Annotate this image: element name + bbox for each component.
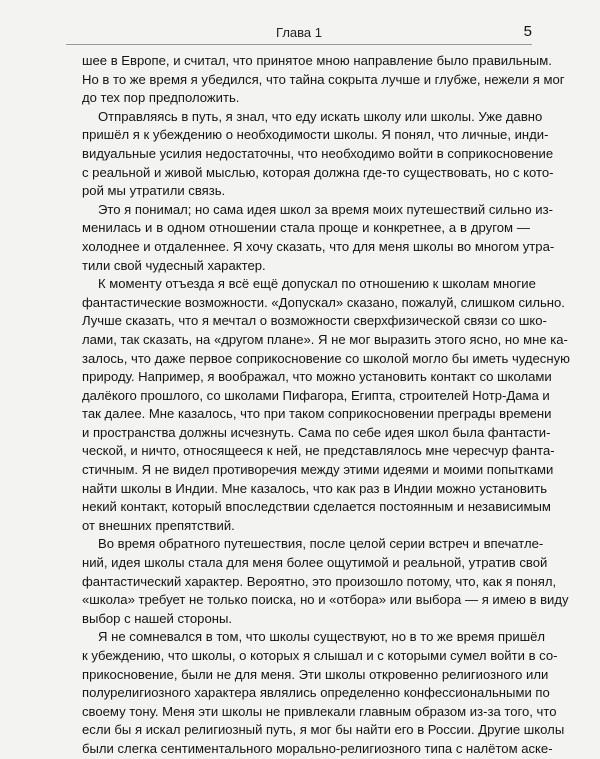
text-line: прикосновение, были не для меня. Эти школы откровенно религиозного или xyxy=(82,666,549,682)
text-line: ний, идея школы стала для меня более ощутимой и реальной, утратив свой xyxy=(82,555,548,571)
text-line: своему тону. Меня эти школы не привлекали главным образом из-за того, что xyxy=(82,703,557,719)
body-text xyxy=(82,52,570,759)
text-line: Во время обратного путешествия, после целой серии встреч и впечатле- xyxy=(98,536,544,552)
text-line: стичным. Я не видел противоречия между этими идеями и моими попытками xyxy=(82,462,554,478)
text-line: К моменту отъезда я всё ещё допускал по отношению к школам многие xyxy=(98,276,536,292)
page-number: 5 xyxy=(523,23,532,40)
text-line: Я не сомневался в том, что школы существуют, но в то же время пришёл xyxy=(98,629,546,645)
text-line: если бы я искал религиозный путь, я мог бы найти его в России. Другие школы xyxy=(82,722,565,738)
text-line: пришёл я к убеждению о необходимости школы. Я понял, что личные, инди- xyxy=(82,127,549,143)
text-line: природу. Например, я воображал, что можно установить контакт со школами xyxy=(82,369,552,385)
text-line: далёкого прошлого, со школами Пифагора, Египта, строителей Нотр-Дама и xyxy=(82,387,550,403)
text-line: и пространства должны исчезнуть. Сама по себе идея школ была фантасти- xyxy=(82,424,551,440)
paragraph xyxy=(82,52,565,108)
text-line: до тех пор предположить. xyxy=(82,90,240,106)
text-line: найти школы в Индии. Мне казалось, что как раз в Индии можно установить xyxy=(82,480,548,496)
text-line: холоднее и отдаленнее. Я хочу сказать, что для меня школы во многом утра- xyxy=(82,238,555,254)
text-line: были слегка сентиментального морально-религиозного типа с налётом аске- xyxy=(82,740,553,756)
text-line: рой мы утратили связь. xyxy=(82,183,226,199)
paragraph xyxy=(82,535,569,628)
text-line: полурелигиозного характера являлись определенно конфессиональными по xyxy=(82,685,550,701)
text-line: так далее. Мне казалось, что при таком соприкосновении преграды времени xyxy=(82,406,552,422)
text-line: к убеждению, что школы, о которых я слышал и с которыми сумел войти в со- xyxy=(82,648,558,663)
text-line: Отправляясь в путь, я знал, что еду искать школу или школы. Уже давно xyxy=(98,108,543,124)
text-line: «школа» требует не только поиска, но и «отбора» или выбора — я имею в виду xyxy=(82,592,569,608)
text-line: залось, что даже первое соприкосновение со школой могло бы иметь чудесную xyxy=(82,350,570,366)
text-line: шее в Европе, и считал, что принятое мною направление было правильным. xyxy=(82,53,552,68)
text-line: Но в то же время я убедился, что тайна сокрыта лучше и глубже, нежели я мог xyxy=(82,71,565,87)
text-line: с реальной и живой мыслью, которая должна где-то существовать, но с кото- xyxy=(82,164,554,180)
text-line: выбор с нашей стороны. xyxy=(82,610,233,626)
text-line: фантастические возможности. «Допускал» сказано, пожалуй, слишком сильно. xyxy=(82,294,565,310)
paragraph xyxy=(82,108,554,201)
text-line: лами, так сказать, на «другом плане». Я не мог выразить этого ясно, но мне ка- xyxy=(82,331,568,347)
text-line: некий контакт, который впоследствии сделается постоянным и независимым xyxy=(82,499,551,515)
text-line: Это я понимал; но сама идея школ за время моих путешествий сильно из- xyxy=(98,201,553,217)
text-line: видуальные усилия недостаточны, что необходимо войти в соприкосновение xyxy=(82,145,554,161)
text-line: Лучше сказать, что я мечтал о возможности сверхфизической связи со шко- xyxy=(82,313,547,329)
text-line: менилась и в одном отношении стала проще и конкретнее, а в другом — xyxy=(82,220,530,236)
text-line: фантастический характер. Вероятно, это произошло потому, что, как я понял, xyxy=(82,573,557,589)
text-line: от внешних препятствий. xyxy=(82,517,235,533)
running-head xyxy=(66,22,532,45)
paragraph xyxy=(82,275,570,535)
paragraph xyxy=(82,628,565,758)
chapter-title: Глава 1 xyxy=(276,25,322,40)
text-line: тили свой чудесный характер. xyxy=(82,257,266,273)
text-line: ческой, и ничто, относящееся к ней, не представлялось мне чересчур фанта- xyxy=(82,443,555,459)
paragraph xyxy=(82,201,555,275)
